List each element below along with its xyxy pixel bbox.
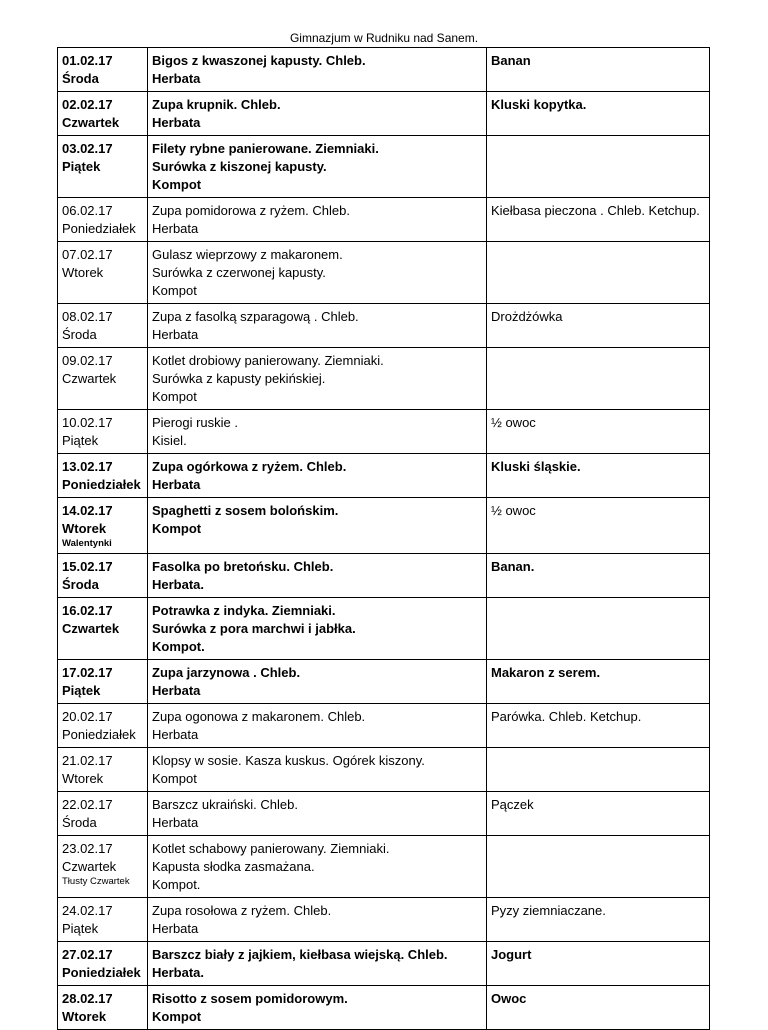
snack-item: Kiełbasa pieczona . Chleb. Ketchup. xyxy=(491,203,700,218)
weekday: Poniedziałek xyxy=(62,221,136,236)
date-cell xyxy=(58,304,148,348)
dinner-cell xyxy=(148,92,487,136)
weekday: Piątek xyxy=(62,433,99,448)
date: 23.02.17 xyxy=(62,841,113,856)
weekday: Piątek xyxy=(62,159,101,174)
weekday: Czwartek xyxy=(62,859,117,874)
date: 02.02.17 xyxy=(62,97,113,112)
date-cell xyxy=(58,986,148,1030)
snack-cell xyxy=(487,242,710,304)
snack-cell xyxy=(487,92,710,136)
dinner-item: Surówka z kiszonej kapusty. xyxy=(152,159,327,174)
date-cell xyxy=(58,792,148,836)
date-cell xyxy=(58,410,148,454)
dinner-item: Pierogi ruskie . xyxy=(152,415,238,430)
date: 09.02.17 xyxy=(62,353,113,368)
date: 07.02.17 xyxy=(62,247,113,262)
date: 14.02.17 xyxy=(62,503,113,518)
menu-row xyxy=(58,454,710,498)
date-cell xyxy=(58,198,148,242)
dinner-item: Zupa ogonowa z makaronem. Chleb. xyxy=(152,709,366,724)
date: 01.02.17 xyxy=(62,53,113,68)
menu-row xyxy=(58,498,710,554)
snack-cell xyxy=(487,348,710,410)
dinner-item: Zupa pomidorowa z ryżem. Chleb. xyxy=(152,203,350,218)
weekday: Środa xyxy=(62,577,99,592)
menu-row xyxy=(58,898,710,942)
date: 10.02.17 xyxy=(62,415,113,430)
dinner-item: Herbata xyxy=(152,115,201,130)
dinner-cell xyxy=(148,660,487,704)
snack-cell xyxy=(487,836,710,898)
menu-row xyxy=(58,748,710,792)
date-cell xyxy=(58,92,148,136)
dinner-item: Herbata. xyxy=(152,577,205,592)
menu-row xyxy=(58,836,710,898)
dinner-cell xyxy=(148,498,487,554)
menu-row xyxy=(58,410,710,454)
dinner-item: Herbata xyxy=(152,221,199,236)
date-cell xyxy=(58,942,148,986)
dinner-cell xyxy=(148,454,487,498)
page-header: Gimnazjum w Rudniku nad Sanem. xyxy=(289,31,479,45)
snack-item: Banan xyxy=(491,53,531,68)
date: 24.02.17 xyxy=(62,903,113,918)
snack-item: Pyzy ziemniaczane. xyxy=(491,903,606,918)
menu-row xyxy=(58,48,710,92)
date: 22.02.17 xyxy=(62,797,113,812)
dinner-item: Kotlet drobiowy panierowany. Ziemniaki. xyxy=(152,353,384,368)
date-cell xyxy=(58,898,148,942)
dinner-item: Spaghetti z sosem bolońskim. xyxy=(152,503,339,518)
date-cell xyxy=(58,348,148,410)
snack-item: Kluski kopytka. xyxy=(491,97,587,112)
menu-table xyxy=(57,47,710,1030)
date: 27.02.17 xyxy=(62,947,113,962)
dinner-item: Herbata xyxy=(152,727,199,742)
date: 08.02.17 xyxy=(62,309,113,324)
menu-row xyxy=(58,136,710,198)
snack-cell xyxy=(487,898,710,942)
dinner-cell xyxy=(148,554,487,598)
dinner-item: Surówka z kapusty pekińskiej. xyxy=(152,371,326,386)
weekday: Czwartek xyxy=(62,371,117,386)
menu-row xyxy=(58,348,710,410)
dinner-item: Herbata xyxy=(152,815,199,830)
weekday: Poniedziałek xyxy=(62,727,136,742)
dinner-item: Fasolka po bretońsku. Chleb. xyxy=(152,559,334,574)
menu-table-body xyxy=(58,48,710,1030)
weekday: Piątek xyxy=(62,683,101,698)
menu-row xyxy=(58,198,710,242)
menu-row xyxy=(58,304,710,348)
weekday: Środa xyxy=(62,71,99,86)
menu-row xyxy=(58,242,710,304)
weekday: Czwartek xyxy=(62,115,120,130)
menu-row xyxy=(58,660,710,704)
snack-item: ½ owoc xyxy=(491,503,536,518)
dinner-item: Risotto z sosem pomidorowym. xyxy=(152,991,348,1006)
menu-row xyxy=(58,792,710,836)
dinner-item: Barszcz ukraiński. Chleb. xyxy=(152,797,298,812)
menu-row xyxy=(58,986,710,1030)
snack-cell xyxy=(487,136,710,198)
date: 20.02.17 xyxy=(62,709,113,724)
dinner-item: Barszcz biały z jajkiem, kiełbasa wiejską. Chleb. xyxy=(152,947,448,962)
dinner-item: Kisiel. xyxy=(152,433,187,448)
date-cell xyxy=(58,48,148,92)
snack-cell xyxy=(487,660,710,704)
dinner-item: Filety rybne panierowane. Ziemniaki. xyxy=(152,141,379,156)
date: 21.02.17 xyxy=(62,753,113,768)
snack-cell xyxy=(487,704,710,748)
dinner-cell xyxy=(148,986,487,1030)
dinner-item: Herbata xyxy=(152,477,201,492)
dinner-item: Zupa jarzynowa . Chleb. xyxy=(152,665,301,680)
snack-item: Jogurt xyxy=(491,947,532,962)
dinner-cell xyxy=(148,942,487,986)
date-cell xyxy=(58,136,148,198)
weekday: Poniedziałek xyxy=(62,477,141,492)
snack-cell xyxy=(487,498,710,554)
snack-cell xyxy=(487,454,710,498)
dinner-cell xyxy=(148,48,487,92)
dinner-cell xyxy=(148,898,487,942)
dinner-item: Kompot xyxy=(152,283,197,298)
date: 06.02.17 xyxy=(62,203,113,218)
snack-cell xyxy=(487,554,710,598)
weekday: Środa xyxy=(62,815,97,830)
date-cell xyxy=(58,836,148,898)
menu-row xyxy=(58,704,710,748)
menu-row xyxy=(58,598,710,660)
dinner-item: Herbata. xyxy=(152,965,205,980)
date-cell xyxy=(58,704,148,748)
dinner-item: Herbata xyxy=(152,683,201,698)
dinner-item: Herbata xyxy=(152,921,199,936)
dinner-item: Kapusta słodka zasmażana. xyxy=(152,859,315,874)
dinner-item: Kompot. xyxy=(152,877,201,892)
dinner-cell xyxy=(148,198,487,242)
date-cell xyxy=(58,242,148,304)
dinner-cell xyxy=(148,242,487,304)
dinner-item: Kompot xyxy=(152,1009,202,1024)
snack-cell xyxy=(487,792,710,836)
dinner-cell xyxy=(148,792,487,836)
snack-cell xyxy=(487,748,710,792)
day-note: Tłusty Czwartek xyxy=(62,876,130,887)
menu-row xyxy=(58,554,710,598)
date-cell xyxy=(58,748,148,792)
date: 17.02.17 xyxy=(62,665,113,680)
dinner-item: Zupa ogórkowa z ryżem. Chleb. xyxy=(152,459,347,474)
weekday: Czwartek xyxy=(62,621,120,636)
date-cell xyxy=(58,554,148,598)
snack-cell xyxy=(487,198,710,242)
snack-item: Parówka. Chleb. Ketchup. xyxy=(491,709,642,724)
menu-row xyxy=(58,942,710,986)
dinner-item: Kotlet schabowy panierowany. Ziemniaki. xyxy=(152,841,390,856)
weekday: Wtorek xyxy=(62,521,107,536)
weekday: Piątek xyxy=(62,921,99,936)
date-cell xyxy=(58,498,148,554)
dinner-item: Zupa rosołowa z ryżem. Chleb. xyxy=(152,903,332,918)
snack-cell xyxy=(487,410,710,454)
dinner-item: Zupa krupnik. Chleb. xyxy=(152,97,281,112)
dinner-item: Gulasz wieprzowy z makaronem. xyxy=(152,247,343,262)
dinner-item: Klopsy w sosie. Kasza kuskus. Ogórek kiszony. xyxy=(152,753,425,768)
date: 16.02.17 xyxy=(62,603,113,618)
dinner-cell xyxy=(148,704,487,748)
weekday: Wtorek xyxy=(62,1009,107,1024)
dinner-item: Zupa z fasolką szparagową . Chleb. xyxy=(152,309,359,324)
weekday: Poniedziałek xyxy=(62,965,141,980)
dinner-item: Kompot. xyxy=(152,639,205,654)
dinner-cell xyxy=(148,136,487,198)
snack-item: Makaron z serem. xyxy=(491,665,601,680)
date: 03.02.17 xyxy=(62,141,113,156)
day-note: Walentynki xyxy=(62,538,112,549)
weekday: Wtorek xyxy=(62,771,104,786)
date-cell xyxy=(58,660,148,704)
weekday: Środa xyxy=(62,327,97,342)
dinner-item: Surówka z pora marchwi i jabłka. xyxy=(152,621,356,636)
snack-cell xyxy=(487,986,710,1030)
date-cell xyxy=(58,598,148,660)
snack-item: Owoc xyxy=(491,991,527,1006)
date-cell xyxy=(58,454,148,498)
snack-item: Kluski śląskie. xyxy=(491,459,581,474)
dinner-item: Kompot xyxy=(152,521,202,536)
snack-cell xyxy=(487,942,710,986)
dinner-item: Kompot xyxy=(152,177,202,192)
date: 28.02.17 xyxy=(62,991,113,1006)
dinner-cell xyxy=(148,410,487,454)
dinner-item: Herbata xyxy=(152,71,201,86)
snack-cell xyxy=(487,48,710,92)
date: 13.02.17 xyxy=(62,459,113,474)
dinner-cell xyxy=(148,836,487,898)
snack-item: Pączek xyxy=(491,797,534,812)
dinner-cell xyxy=(148,304,487,348)
snack-item: ½ owoc xyxy=(491,415,536,430)
dinner-item: Bigos z kwaszonej kapusty. Chleb. xyxy=(152,53,366,68)
snack-item: Drożdżówka xyxy=(491,309,563,324)
snack-cell xyxy=(487,598,710,660)
dinner-cell xyxy=(148,598,487,660)
dinner-item: Kompot xyxy=(152,771,197,786)
dinner-item: Surówka z czerwonej kapusty. xyxy=(152,265,326,280)
menu-row xyxy=(58,92,710,136)
weekday: Wtorek xyxy=(62,265,104,280)
dinner-item: Potrawka z indyka. Ziemniaki. xyxy=(152,603,336,618)
dinner-cell xyxy=(148,348,487,410)
dinner-item: Kompot xyxy=(152,389,197,404)
dinner-cell xyxy=(148,748,487,792)
date: 15.02.17 xyxy=(62,559,113,574)
snack-item: Banan. xyxy=(491,559,535,574)
dinner-item: Herbata xyxy=(152,327,199,342)
snack-cell xyxy=(487,304,710,348)
